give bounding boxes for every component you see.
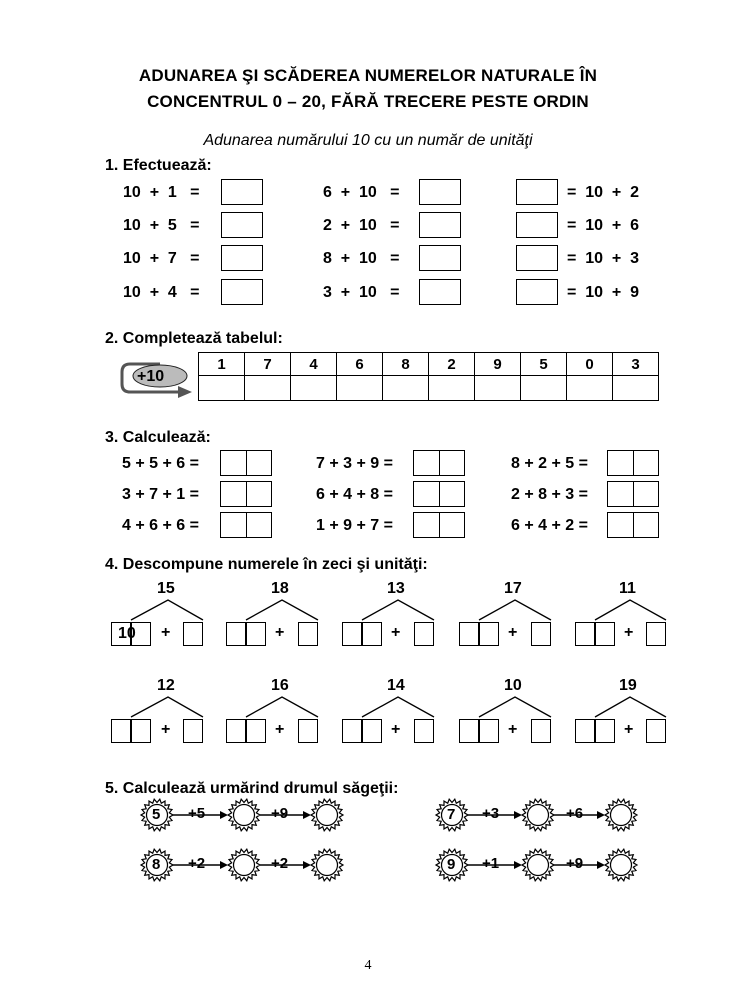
- example-tens: 10: [118, 625, 136, 642]
- ex1-expr: 2 + 10 =: [323, 217, 400, 234]
- ex5-heading: 5. Calculează urmărind drumul săgeţii:: [105, 780, 399, 797]
- plus-sign: +: [624, 624, 634, 641]
- page-subtitle: Adunarea numărului 10 cu un număr de unităţi: [203, 132, 533, 149]
- ex1-expr: 6 + 10 =: [323, 184, 400, 201]
- plus-sign: +: [161, 624, 171, 641]
- table-cell: 3: [613, 353, 659, 376]
- decompose-number: 16: [271, 677, 289, 694]
- plus-sign: +: [624, 721, 634, 738]
- plus-sign: +: [391, 624, 401, 641]
- page-title-line1: ADUNAREA ŞI SCĂDEREA NUMERELOR NATURALE ÎN: [138, 66, 598, 85]
- ex3-expr: 4 + 6 + 6 =: [122, 517, 199, 534]
- decompose-number: 13: [387, 580, 405, 597]
- ex3-heading: 3. Calculează:: [105, 429, 211, 446]
- table-cell: 0: [567, 353, 613, 376]
- sun-circle-icon[interactable]: [311, 849, 343, 881]
- sun-circle-icon[interactable]: [522, 799, 554, 831]
- ex3-expr: 3 + 7 + 1 =: [122, 486, 199, 503]
- plus-sign: +: [275, 721, 285, 738]
- ex1-expr: 10 + 5 =: [123, 217, 200, 234]
- table-cell: 6: [337, 353, 383, 376]
- ex3-expr: 7 + 3 + 9 =: [316, 455, 393, 472]
- ex2-operator: +10: [137, 368, 165, 385]
- ex3-expr: 2 + 8 + 3 =: [511, 486, 588, 503]
- table-cell: 4: [291, 353, 337, 376]
- ex2-heading: 2. Completează tabelul:: [105, 330, 283, 347]
- sun-circle-icon[interactable]: [311, 799, 343, 831]
- chain-step: +6: [566, 805, 584, 822]
- chain-start: 9: [447, 856, 456, 873]
- ex3-expr: 8 + 2 + 5 =: [511, 455, 588, 472]
- decompose-number: 11: [619, 580, 636, 597]
- plus-sign: +: [391, 721, 401, 738]
- decompose-number: 15: [157, 580, 175, 597]
- chain-start: 8: [152, 856, 161, 873]
- ex1-expr: = 10 + 3: [567, 250, 640, 267]
- ex1-expr: 8 + 10 =: [323, 250, 400, 267]
- decompose-number: 10: [504, 677, 522, 694]
- sun-circle-icon[interactable]: [228, 849, 260, 881]
- decompose-number: 17: [504, 580, 522, 597]
- ex3-expr: 6 + 4 + 8 =: [316, 486, 393, 503]
- sun-circle-icon[interactable]: [228, 799, 260, 831]
- decompose-number: 12: [157, 677, 175, 694]
- chain-step: +5: [188, 805, 206, 822]
- ex3-expr: 5 + 5 + 6 =: [122, 455, 199, 472]
- table-cell: 7: [245, 353, 291, 376]
- plus-sign: +: [161, 721, 171, 738]
- sun-circle-icon[interactable]: [522, 849, 554, 881]
- ex4-heading: 4. Descompune numerele în zeci şi unităţi:: [105, 556, 428, 573]
- chain-step: +2: [271, 855, 289, 872]
- ex3-expr: 6 + 4 + 2 =: [511, 517, 588, 534]
- chain-step: +2: [188, 855, 206, 872]
- ex1-expr: 10 + 7 =: [123, 250, 200, 267]
- plus-sign: +: [275, 624, 285, 641]
- table-cell: 9: [475, 353, 521, 376]
- ex1-expr: = 10 + 2: [567, 184, 640, 201]
- plus-sign: +: [508, 624, 518, 641]
- ex1-expr: 10 + 4 =: [123, 284, 200, 301]
- chain-start: 5: [152, 806, 161, 823]
- ex1-heading: 1. Efectuează:: [105, 157, 212, 174]
- table-cell: 8: [383, 353, 429, 376]
- table-cell: 1: [199, 353, 245, 376]
- chain-step: +1: [482, 855, 500, 872]
- chain-step: +9: [566, 855, 584, 872]
- decompose-number: 19: [619, 677, 637, 694]
- chain-start: 7: [447, 806, 456, 823]
- ex1-expr: = 10 + 6: [567, 217, 640, 234]
- table-cell: 2: [429, 353, 475, 376]
- chain-step: +3: [482, 805, 500, 822]
- sun-circle-icon[interactable]: [605, 849, 637, 881]
- table-cell: 5: [521, 353, 567, 376]
- sun-circle-icon[interactable]: [605, 799, 637, 831]
- ex1-expr: = 10 + 9: [567, 284, 640, 301]
- ex1-expr: 3 + 10 =: [323, 284, 400, 301]
- decompose-number: 18: [271, 580, 289, 597]
- chain-step: +9: [271, 805, 289, 822]
- plus-sign: +: [508, 721, 518, 738]
- ex3-expr: 1 + 9 + 7 =: [316, 517, 393, 534]
- decompose-number: 14: [387, 677, 405, 694]
- ex1-expr: 10 + 1 =: [123, 184, 200, 201]
- page-title-line2: CONCENTRUL 0 – 20, FĂRĂ TRECERE PESTE ORDIN: [147, 92, 589, 111]
- page-number: 4: [364, 958, 372, 973]
